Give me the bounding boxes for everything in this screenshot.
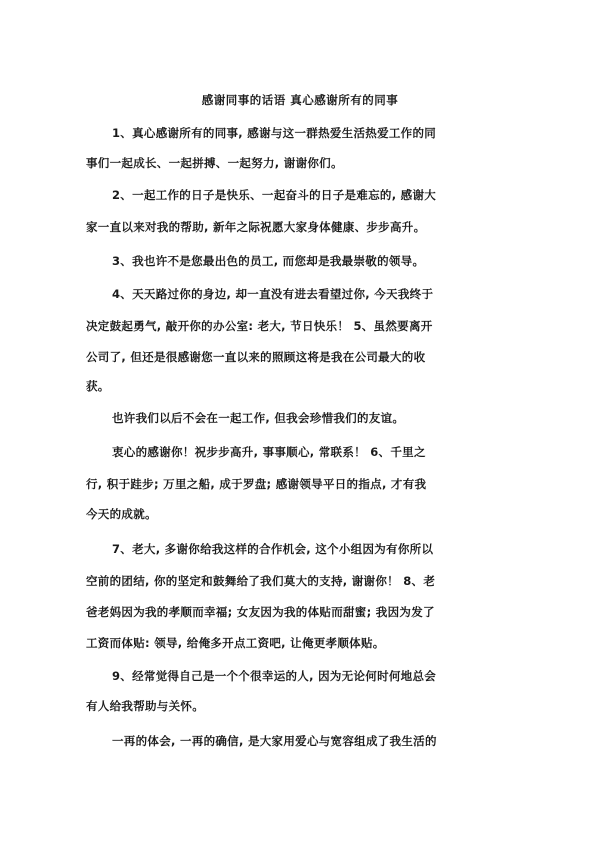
text-line: 9、经常觉得自己是一个个很幸运的人, 因为无论何时何地总会 xyxy=(112,669,437,683)
text-line: 一再的体会, 一再的确信, 是大家用爱心与宽容组成了我生活的 xyxy=(112,734,437,748)
text-line: 公司了, 但还是很感谢您一直以来的照顾这将是我在公司最大的收 xyxy=(86,350,426,364)
text-line: 爸老妈因为我的孝顺而幸福; 女友因为我的体贴而甜蜜; 我因为发了 xyxy=(86,605,435,619)
text-line: 3、我也许不是您最出色的员工, 而您却是我最崇敬的领导。 xyxy=(112,254,425,268)
text-line: 行, 积于跬步; 万里之船, 成于罗盘; 感谢领导平日的指点, 才有我 xyxy=(86,477,427,491)
text-line: 7、老大, 多谢你给我这样的合作机会, 这个小组因为有你所以 xyxy=(112,542,434,556)
text-line: 今天的成就。 xyxy=(86,507,157,521)
text-line: 事们一起成长、一起拼搏、一起努力, 谢谢你们。 xyxy=(86,156,343,170)
text-line: 空前的团结, 你的坚定和鼓舞给了我们莫大的支持, 谢谢你！ 8、老 xyxy=(86,574,436,588)
text-line: 有人给我帮助与关怀。 xyxy=(86,699,204,713)
text-line: 4、天天路过你的身边, 却一直没有进去看望过你, 今天我终于 xyxy=(112,287,434,301)
text-line: 工资而体贴: 领导, 给俺多开点工资吧, 让俺更孝顺体贴。 xyxy=(86,636,385,650)
text-line: 衷心的感谢你！祝步步高升, 事事顺心, 常联系！ 6、千里之 xyxy=(112,445,426,459)
text-line: 也许我们以后不会在一起工作, 但我会珍惜我们的友谊。 xyxy=(112,411,405,425)
document-title: 感谢同事的话语 真心感谢所有的同事 xyxy=(201,93,399,107)
text-line: 2、一起工作的日子是快乐、一起奋斗的日子是难忘的, 感谢大 xyxy=(112,188,437,202)
text-line: 1、真心感谢所有的同事, 感谢与这一群热爱生活热爱工作的同 xyxy=(112,126,437,140)
text-line: 家一直以来对我的帮助, 新年之际祝愿大家身体健康、步步高升。 xyxy=(86,220,426,234)
text-line: 决定鼓起勇气, 敲开你的办公室: 老大, 节日快乐！ 5、虽然要离开 xyxy=(86,319,433,333)
text-line: 获。 xyxy=(86,379,110,393)
